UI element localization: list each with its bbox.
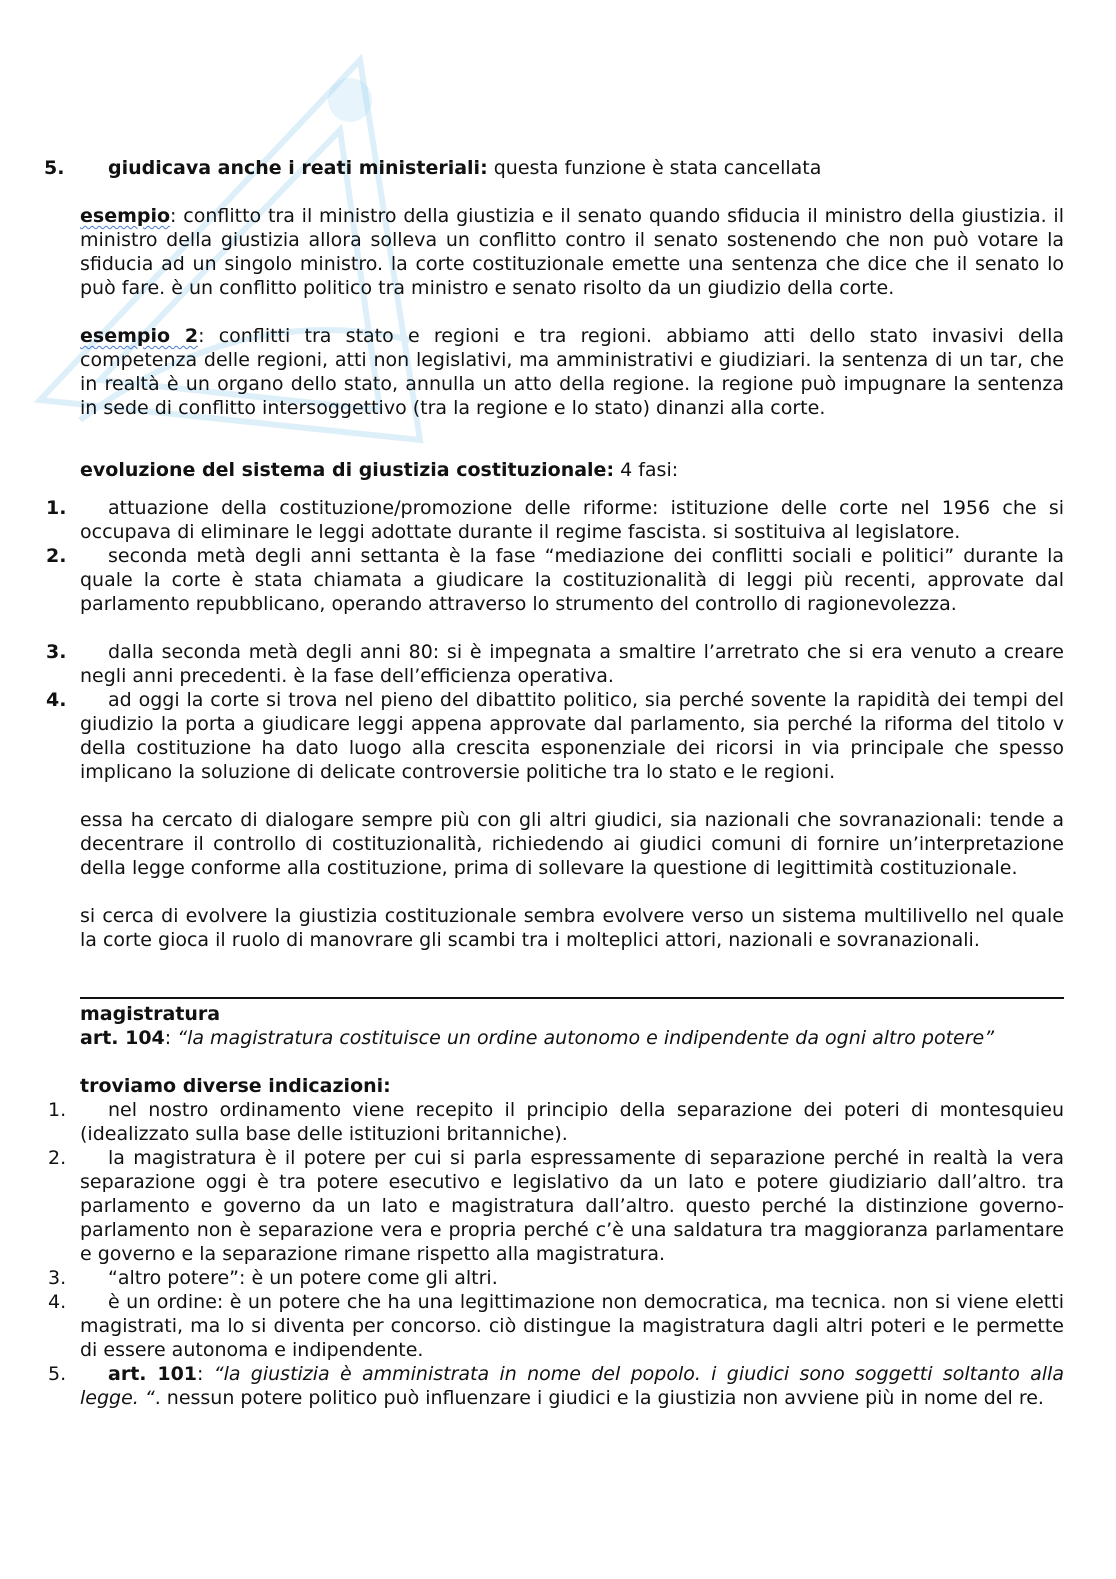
item-number: 4. [48,1291,67,1313]
item-text: è un ordine: è un potere che ha una legittimazione non democratica, ma tecnica. non si viene eletti magistrati, ma lo si diventa per concorso. ciò distingue la magistratura dagli altri poteri e le permette di essere autonoma e indipendente. [80,1291,1064,1361]
item-title: giudicava anche i reati ministeriali: [108,157,488,179]
item-number: 2. [48,1147,67,1169]
item-5-reati-ministeriali [44,156,1064,180]
evolution-title: evoluzione del sistema di giustizia costituzionale: [80,459,615,481]
evolution-item [46,496,1064,544]
art-104-paragraph: art. 104: “la magistratura costituisce un ordine autonomo e indipendente da ogni altro potere” [80,1027,995,1049]
article-label: art. 104 [80,1027,165,1049]
evolution-paragraph-multilevel: si cerca di evolvere la giustizia costituzionale sembra evolvere verso un sistema multilivello nel quale la corte gioca il ruolo di manovrare gli scambi tra i molteplici attori, nazionali e sovranazionali. [80,905,1064,951]
evolution-item [46,544,1064,616]
item-text: attuazione della costituzione/promozione delle riforme: istituzione delle corte nel 1956 che si occupava di eliminare le leggi adottate durante il regime fascista. si sostituiva al legislatore. [80,497,1064,543]
section-divider [80,997,1064,999]
evolution-item [46,640,1064,688]
article-quote: “la giustizia è amministrata in nome del popolo. i giudici sono soggetti soltanto alla legge. “ [80,1363,1064,1409]
item-number: 4. [46,689,67,711]
magistratura-heading: magistratura [80,1003,221,1025]
item-number: 5. [48,1363,67,1385]
article-quote: “la magistratura costituisce un ordine autonomo e indipendente da ogni altro potere” [177,1027,995,1049]
item-text: . nessun potere politico può influenzare i giudici e la giustizia non avviene più in nome del re. [154,1387,1044,1409]
item-number: 3. [46,641,67,663]
example-label: esempio 2 [80,325,199,347]
item-number: 3. [48,1267,67,1289]
magistratura-item [48,1146,1064,1266]
magistratura-item-art-101: 5. art. 101: “la giustizia è amministrata in nome del popolo. i giudici sono soggetti soltanto alla legge. “. nessun potere politico può influenzare i giudici e la giustizia non avviene più in nome del re. [48,1363,1064,1409]
item-text: la magistratura è il potere per cui si parla espressamente di separazione perché in realtà la vera separazione oggi è tra potere esecutivo e legislativo da un lato e potere giudiziario dall’altro. tra parlamento e governo da un lato e magistratura dall’altro. questo perché la distinzione governo-parlamento non è separazione vera e propria perché c’è una saldatura tra maggioranza parlamentare e governo e la separazione rimane rispetto alla magistratura. [80,1147,1064,1265]
example-label: esempio [80,205,171,227]
item-text: seconda metà degli anni settanta è la fase “mediazione dei conflitti sociali e politici” durante la quale la corte è stata chiamata a giudicare la costituzionalità di leggi più recenti, approvate dal parlamento repubblicano, operando attraverso lo strumento del controllo di ragionevolezza. [80,545,1064,615]
item-number: 1. [48,1099,67,1121]
example-text: : conflitto tra il ministro della giustizia e il senato quando sfiducia il ministro della giustizia. il ministro della giustizia allora solleva un conflitto contro il senato sostenendo che non può votare la sfiducia ad un singolo ministro. la corte costituzionale emette una sentenza che dice che il senato lo può fare. è un conflitto politico tra ministro e senato risolto da un giudizio della corte. [80,205,1064,299]
item-text: ad oggi la corte si trova nel pieno del dibattito politico, sia perché sovente la rapidità dei tempi del giudizio la porta a giudicare leggi appena approvate dal parlamento, sia perché la riforma del titolo v della costituzione ha dato luogo alla crescita esponenziale dei ricorsi in via principale che spesso implicano la soluzione di delicate controversie politiche tra lo stato e le regioni. [80,689,1064,783]
evolution-suffix: 4 fasi: [614,459,679,481]
item-number: 1. [46,497,67,519]
magistratura-subheading: troviamo diverse indicazioni: [80,1075,391,1097]
example-1-paragraph [80,204,1064,300]
item-text: nel nostro ordinamento viene recepito il principio della separazione dei poteri di montesquieu (idealizzato sulla base delle istituzioni britanniche). [80,1099,1064,1145]
item-number: 2. [46,545,67,567]
evolution-paragraph-dialogue: essa ha cercato di dialogare sempre più con gli altri giudici, sia nazionali che sovranazionali: tende a decentrare il controllo di costituzionalità, richiedendo ai giudici comuni di fornire un’interpretazione della legge conforme alla costituzione, prima di sollevare la questione di legittimità costituzionale. [80,809,1064,879]
magistratura-item [48,1290,1064,1362]
item-text: “altro potere”: è un potere come gli altri. [108,1267,498,1289]
evolution-item [46,688,1064,784]
item-number: 5. [44,157,65,179]
item-text: dalla seconda metà degli anni 80: si è impegnata a smaltire l’arretrato che si era venuto a creare negli anni precedenti. è la fase dell’efficienza operativa. [80,641,1064,687]
magistratura-item [48,1098,1064,1146]
evolution-heading [80,458,1064,482]
magistratura-item [48,1266,1064,1290]
example-2-paragraph [80,324,1064,420]
article-label: art. 101 [108,1363,198,1385]
item-text: questa funzione è stata cancellata [487,157,822,179]
example-text: : conflitti tra stato e regioni e tra regioni. abbiamo atti dello stato invasivi della competenza delle regioni, atti non legislativi, ma amministrativi e giudiziari. la sentenza di un tar, che in realtà è un organo dello stato, annulla un atto della regione. la regione può impugnare la sentenza in sede di conflitto intersoggettivo (tra la regione e lo stato) dinanzi alla corte. [80,325,1064,419]
